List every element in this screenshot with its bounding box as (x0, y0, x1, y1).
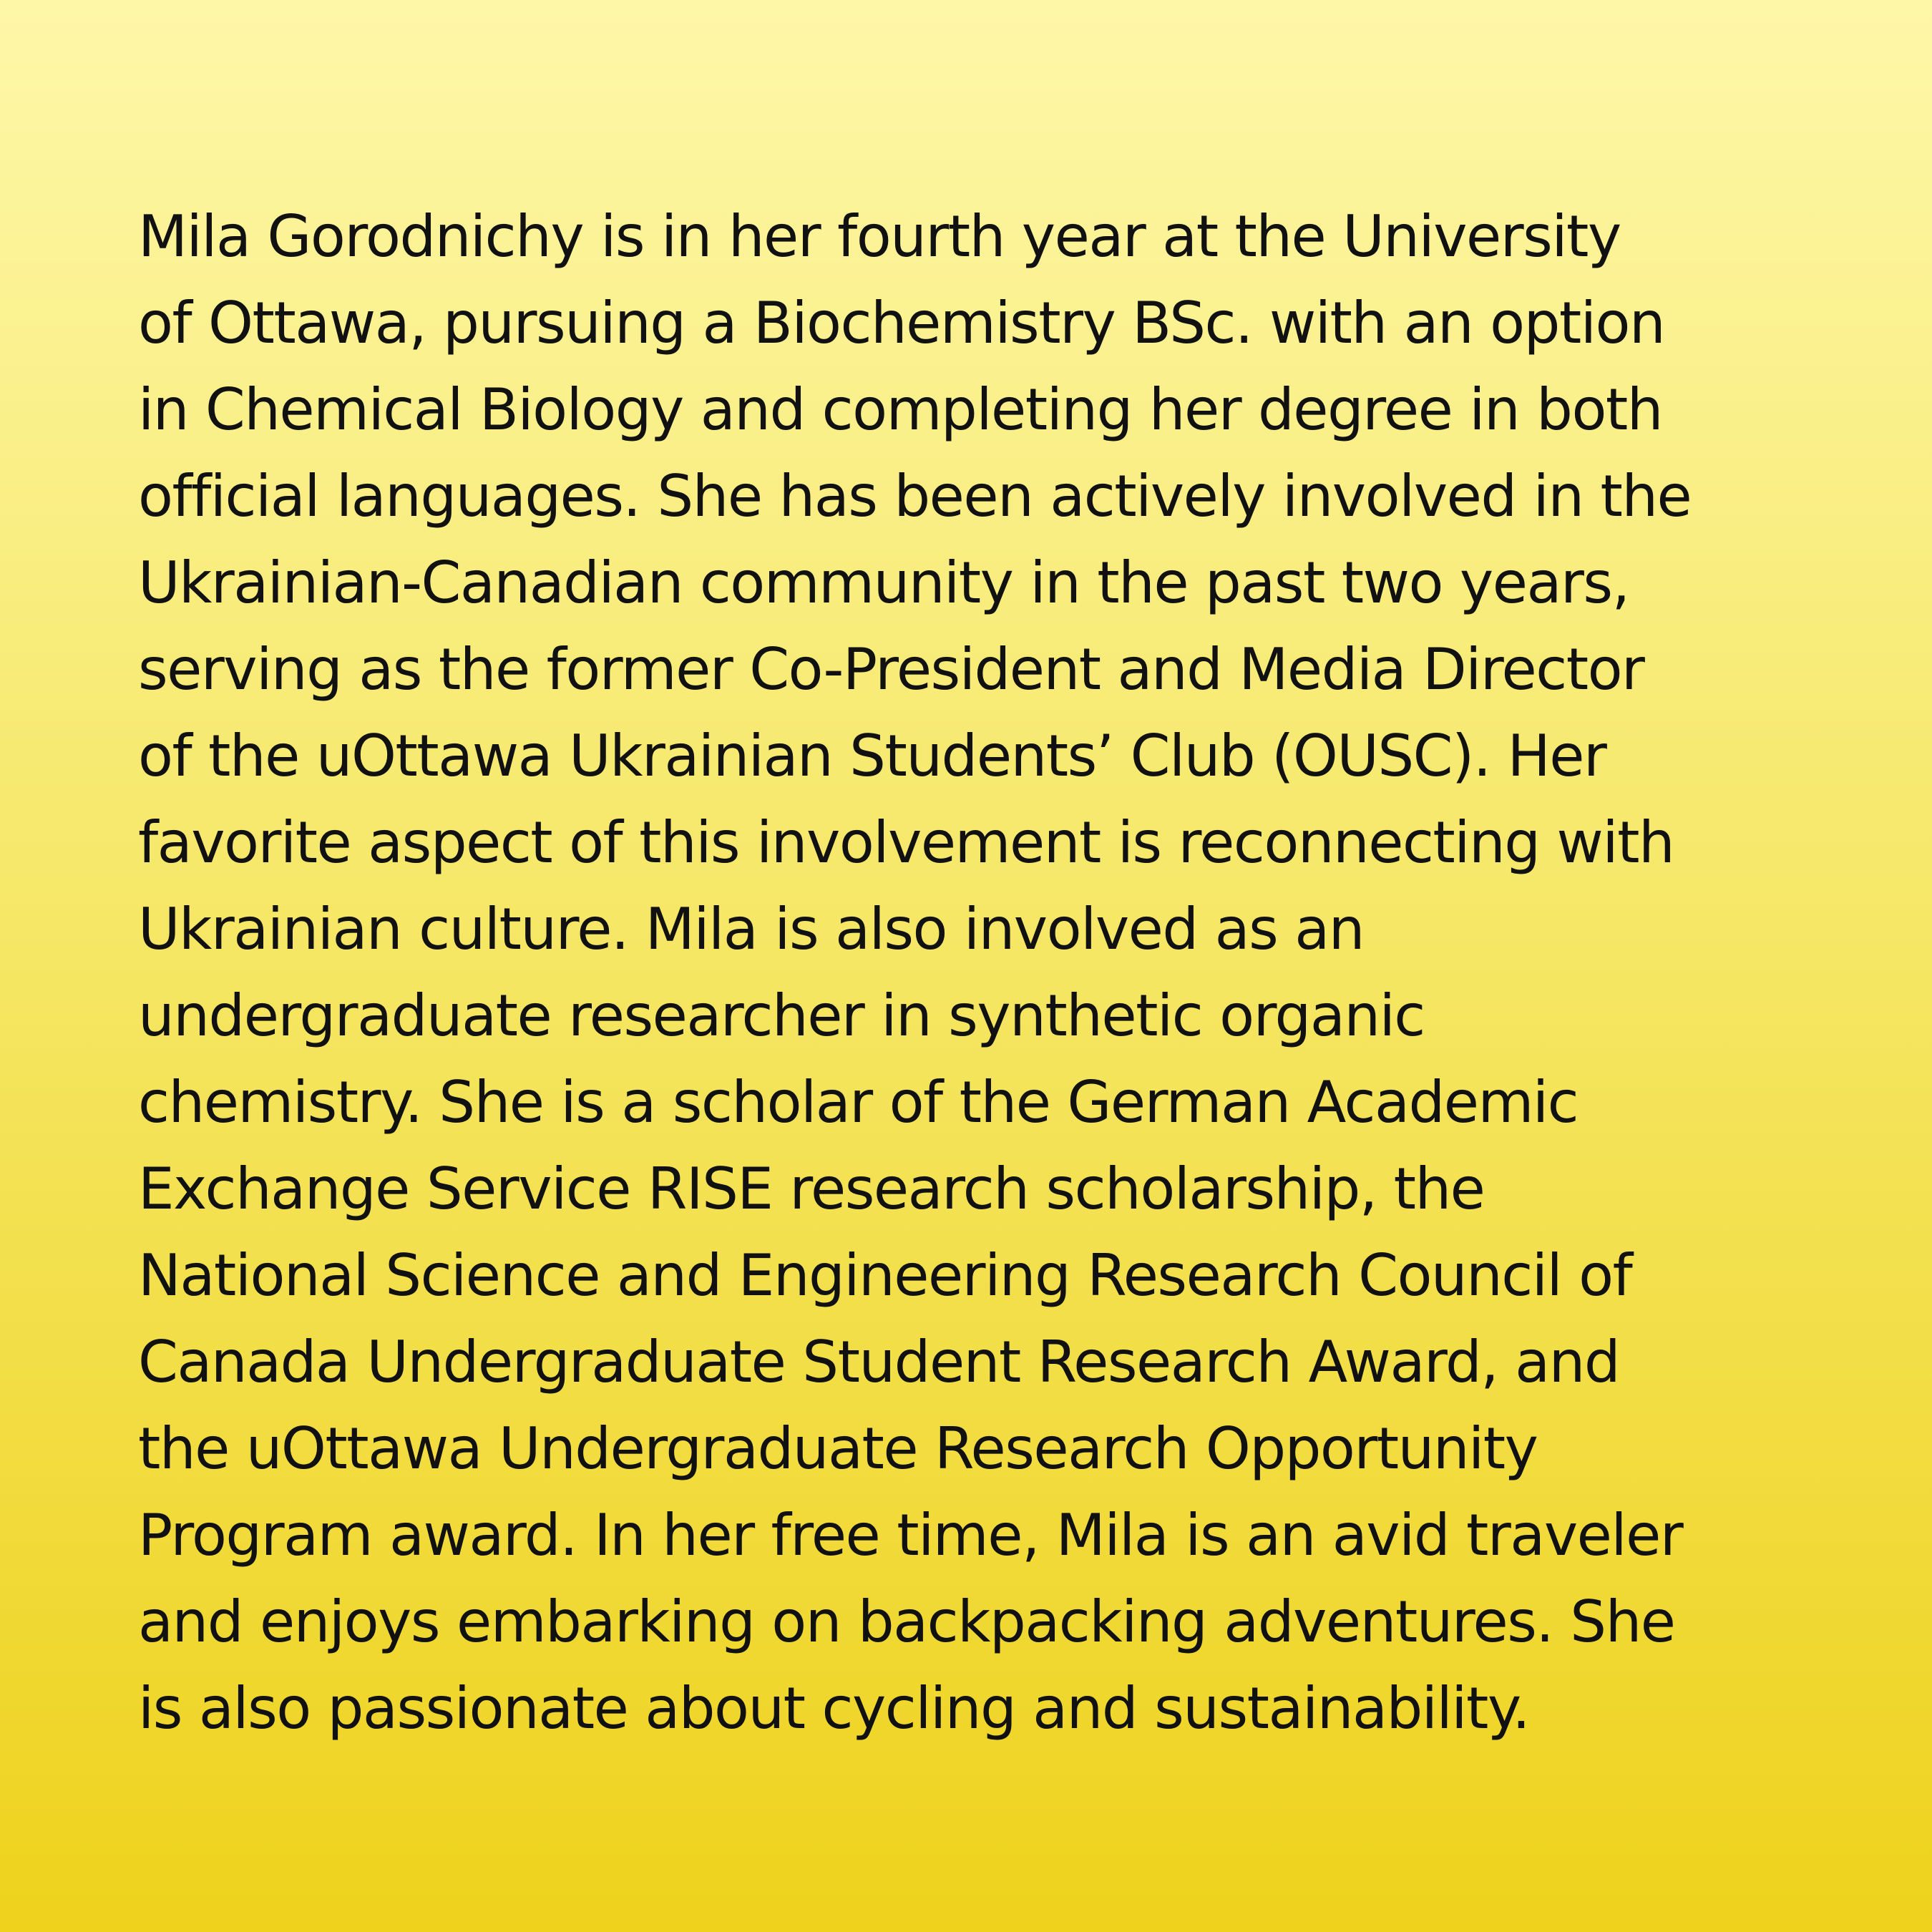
bio-line: Mila Gorodnichy is in her fourth year at the University (138, 203, 1621, 270)
bio-line: Canada Undergraduate Student Research Award, and (138, 1329, 1620, 1395)
bio-paragraph (138, 193, 1870, 1752)
bio-line: National Science and Engineering Research Council of (138, 1242, 1632, 1309)
bio-line: favorite aspect of this involvement is reconnecting with (138, 809, 1674, 876)
bio-line: Ukrainian culture. Mila is also involved as an (138, 896, 1364, 962)
bio-line: Exchange Service RISE research scholarship, the (138, 1156, 1485, 1222)
bio-line: chemistry. She is a scholar of the German Academic (138, 1069, 1579, 1136)
bio-line: of the uOttawa Ukrainian Students’ Club (OUSC). Her (138, 723, 1606, 789)
bio-line: of Ottawa, pursuing a Biochemistry BSc. with an option (138, 290, 1665, 356)
bio-line: official languages. She has been actively involved in the (138, 463, 1692, 530)
bio-line: in Chemical Biology and completing her degree in both (138, 376, 1662, 443)
bio-line: Ukrainian-Canadian community in the past two years, (138, 550, 1629, 616)
bio-line: serving as the former Co-President and Media Director (138, 636, 1644, 703)
bio-line: the uOttawa Undergraduate Research Opportunity (138, 1415, 1538, 1482)
bio-line: Program award. In her free time, Mila is an avid traveler (138, 1502, 1683, 1568)
bio-line: and enjoys embarking on backpacking adventures. She (138, 1589, 1675, 1655)
bio-line: undergraduate researcher in synthetic organic (138, 982, 1425, 1049)
bio-line: is also passionate about cycling and sustainability. (138, 1675, 1530, 1742)
